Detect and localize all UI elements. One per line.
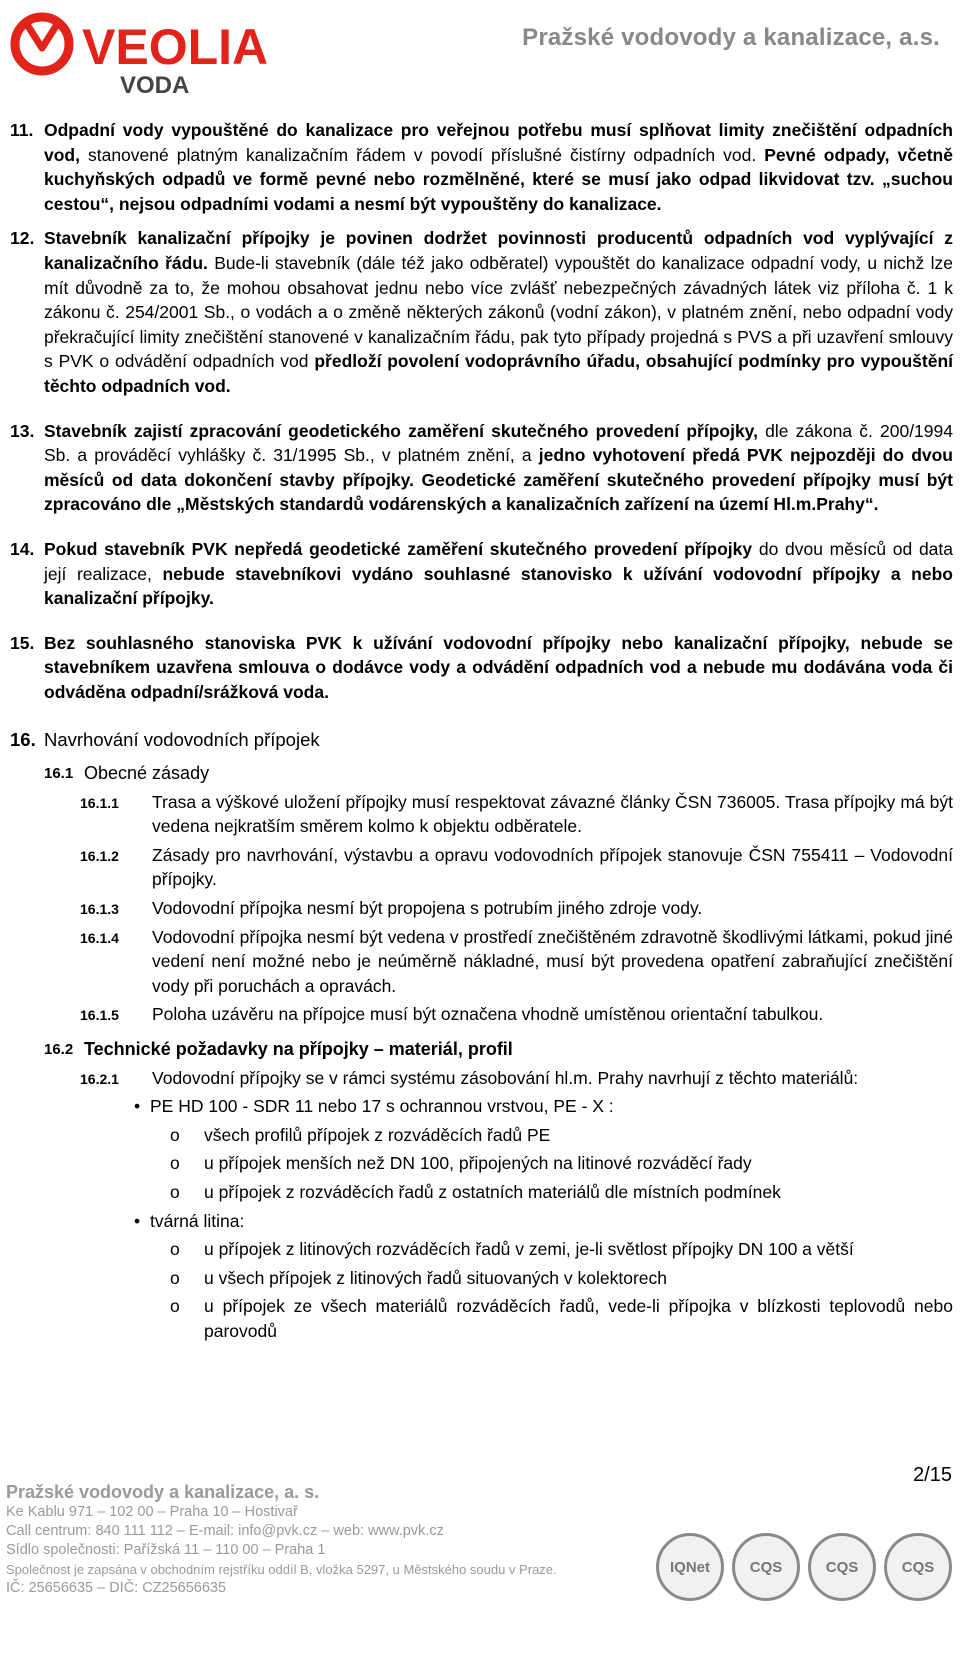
paragraph-text-bold: Pokud stavebník PVK nepředá geodetické zaměření skutečného provedení přípojky (44, 538, 753, 559)
paragraph-number: 13. (10, 420, 35, 441)
section-title: Navrhování vodovodních přípojek (44, 729, 320, 751)
item-16-1-3 (10, 896, 953, 921)
subsection-16-1-heading (10, 761, 953, 786)
paragraph-text: stanovené platným kanalizačním řádem v povodí příslušné čistírny odpadních vod. (79, 144, 765, 165)
item-text: Vodovodní přípojka nesmí být propojena s potrubím jiného zdroje vody. (152, 898, 703, 919)
paragraph-14 (10, 537, 953, 611)
sub-bullet-item (10, 1266, 953, 1291)
item-number: 16.2.1 (80, 1070, 119, 1087)
certification-badge-icon: CQS (808, 1533, 876, 1601)
logo-text: VEOLIA (82, 19, 269, 75)
footer-company-name: Pražské vodovody a kanalizace, a. s. (6, 1482, 320, 1502)
footer-ids: IČ: 25656635 – DIČ: CZ25656635 (6, 1580, 227, 1596)
item-text: Trasa a výškové uložení přípojky musí respektovat závazné články ČSN 736005. Trasa přípojky má být vedena nejkratším směrem kolmo k objektu odběratele. (152, 791, 953, 837)
certification-badge-icon: CQS (732, 1533, 800, 1601)
bullet-item (10, 1094, 953, 1119)
bullet-text: tvárná litina: (150, 1210, 245, 1231)
sub-bullet-item (10, 1151, 953, 1176)
subsection-number: 16.1 (44, 765, 74, 783)
paragraph-text: Bude-li stavebník (dále též jako odběratel) vypouštět do kanalizace odpadní vody, u nichž lze mít důvodně za to, že mohou obsahovat jednu nebo více zvlášť nebezpečných závadných látek viz příloha č. 1 k zákonu č. 254/2001 Sb., o vodách a o změně některých zákonů (vodní zákon), v platném znění, nebo odpadní vody překračující limity znečištění stanovené v kanalizačním řádu, pak tyto případy projedná s PVS a při uzavření smlouvy s PVK o odvádění odpadních vod (44, 252, 953, 372)
paragraph-text-bold: Odpadní vody vypouštěné do kanalizace pro veřejnou potřebu musí splňovat limity znečištění odpadních vod, (44, 120, 953, 165)
item-number: 16.1.1 (80, 794, 119, 811)
item-16-1-2 (10, 843, 953, 892)
item-number: 16.1.2 (80, 847, 119, 864)
page-header (0, 0, 960, 100)
item-16-2-1 (10, 1066, 953, 1091)
logo-subtext: VODA (120, 72, 190, 98)
paragraph-12 (10, 226, 953, 398)
certification-badge-icon: IQNet (656, 1533, 724, 1601)
paragraph-text-bold: jedno vyhotovení předá PVK nejpozději do dvou měsíců od data dokončení stavby přípojky. Geodetické zaměření skutečného provedení přípojky musí být zpracováno dle „Městských standardů vodárenských a kanalizačních zařízení na území Hl.m.Prahy“. (44, 445, 953, 515)
subsection-title: Obecné zásady (84, 763, 210, 784)
paragraph-number: 15. (10, 632, 35, 653)
sub-bullet-text: u všech přípojek z litinových řadů situovaných v kolektorech (204, 1267, 668, 1288)
item-text: Zásady pro navrhování, výstavbu a opravu vodovodních přípojek stanovuje ČSN 755411 – Vodovodní přípojky. (152, 844, 953, 890)
footer-address: Ke Kablu 971 – 102 00 – Praha 10 – Hostivař (6, 1504, 298, 1520)
item-text: Poloha uzávěru na přípojce musí být označena vhodně umístěnou orientační tabulkou. (152, 1004, 824, 1025)
section-number: 16. (10, 729, 36, 751)
paragraph-text: dle zákona č. 200/1994 Sb. a prováděcí vyhlášky č. 31/1995 Sb., v platném znění, a (44, 420, 953, 466)
paragraph-text-bold: Stavebník kanalizační přípojky je povinen dodržet povinnosti producentů odpadních vod vyplývající z kanalizačního řádu. (44, 228, 953, 273)
bullet-icon: • (134, 1096, 141, 1117)
paragraph-text-bold: předloží povolení vodoprávního úřadu, obsahující podmínky pro vypouštění těchto odpadních vod. (44, 351, 953, 396)
section-16-heading (10, 728, 953, 753)
footer-contact: Call centrum: 840 111 112 – E-mail: info@pvk.cz – web: www.pvk.cz (6, 1523, 444, 1539)
certification-badge-icon: CQS (884, 1533, 952, 1601)
veolia-logo (8, 6, 308, 98)
certification-logos (656, 1533, 952, 1601)
item-number: 16.1.3 (80, 901, 119, 918)
footer-seat: Sídlo společnosti: Pařížská 11 – 110 00 – Praha 1 (6, 1542, 326, 1558)
sub-bullet-text: u přípojek z litinových rozváděcích řadů v zemi, je-li světlost přípojky DN 100 a větší (204, 1239, 854, 1260)
sub-bullet-icon: o (170, 1267, 180, 1288)
sub-bullet-icon: o (170, 1181, 180, 1202)
sub-bullet-icon: o (170, 1296, 180, 1317)
sub-bullet-item (10, 1123, 953, 1148)
subsection-16-2-heading (10, 1037, 953, 1062)
paragraph-number: 12. (10, 228, 35, 249)
sub-bullet-item (10, 1294, 953, 1343)
item-text: Vodovodní přípojky se v rámci systému zásobování hl.m. Prahy navrhují z těchto materiálů: (152, 1067, 859, 1088)
sub-bullet-text: u přípojek menších než DN 100, připojených na litinové rozváděcí řady (204, 1153, 752, 1174)
sub-bullet-text: všech profilů přípojek z rozváděcích řadů PE (204, 1124, 551, 1145)
bullet-text: PE HD 100 - SDR 11 nebo 17 s ochrannou vrstvou, PE - X : (150, 1096, 614, 1117)
document-body (10, 118, 953, 1344)
bullet-item (10, 1209, 953, 1234)
footer-registry: Společnost je zapsána v obchodním rejstříku oddíl B, vložka 5297, u Městského soudu v Praze. (6, 1562, 557, 1577)
sub-bullet-item (10, 1237, 953, 1262)
paragraph-number: 14. (10, 538, 35, 559)
paragraph-text-bold: Bez souhlasného stanoviska PVK k užívání vodovodní přípojky nebo kanalizační přípojky, nebude se stavebníkem uzavřena smlouva o dodávce vody a odvádění odpadních vod a nebude mu dodávána voda či odváděna odpadní/srážková voda. (44, 632, 953, 702)
paragraph-text-bold: Stavebník zajistí zpracování geodetického zaměření skutečného provedení přípojky, (44, 420, 758, 441)
paragraph-13 (10, 419, 953, 517)
page-number: 2/15 (913, 1464, 952, 1486)
sub-bullet-text: u přípojek ze všech materiálů rozváděcích řadů, vede-li přípojka v blízkosti teplovodů nebo parovodů (204, 1296, 953, 1341)
item-16-1-4 (10, 925, 953, 999)
paragraph-11 (10, 118, 953, 216)
paragraph-text-bold: Pevné odpady, včetně kuchyňských odpadů ve formě pevné nebo rozmělněné, které se musí jako odpad likvidovat tzv. „suchou cestou“, nejsou odpadními vodami a nesmí být vypouštěny do kanalizace. (44, 144, 953, 214)
item-16-1-5 (10, 1002, 953, 1027)
subsection-title: Technické požadavky na přípojky – materiál, profil (84, 1039, 513, 1059)
sub-bullet-icon: o (170, 1239, 180, 1260)
paragraph-text: do dvou měsíců od data její realizace, (44, 538, 954, 584)
header-company-name: Pražské vodovody a kanalizace, a.s. (522, 24, 940, 51)
bullet-icon: • (134, 1210, 141, 1231)
sub-bullet-icon: o (170, 1153, 180, 1174)
item-number: 16.1.5 (80, 1007, 119, 1024)
paragraph-number: 11. (10, 120, 34, 140)
sub-bullet-text: u přípojek z rozváděcích řadů z ostatních materiálů dle místních podmínek (204, 1181, 781, 1202)
subsection-number: 16.2 (44, 1041, 74, 1058)
paragraph-text-bold: nebude stavebníkovi vydáno souhlasné stanovisko k užívání vodovodní přípojky a nebo kanalizační přípojky. (44, 563, 953, 609)
item-text: Vodovodní přípojka nesmí být vedena v prostředí znečištěném zdravotně škodlivými látkami, pokud jiné vedení není možné nebo je neúměrně nákladné, musí být provedena opatření zabraňující znečištění vody při poruchách a opravách. (152, 926, 953, 996)
paragraph-15 (10, 631, 953, 705)
sub-bullet-item (10, 1180, 953, 1205)
item-16-1-1 (10, 790, 953, 839)
item-number: 16.1.4 (80, 929, 119, 946)
sub-bullet-icon: o (170, 1124, 180, 1145)
